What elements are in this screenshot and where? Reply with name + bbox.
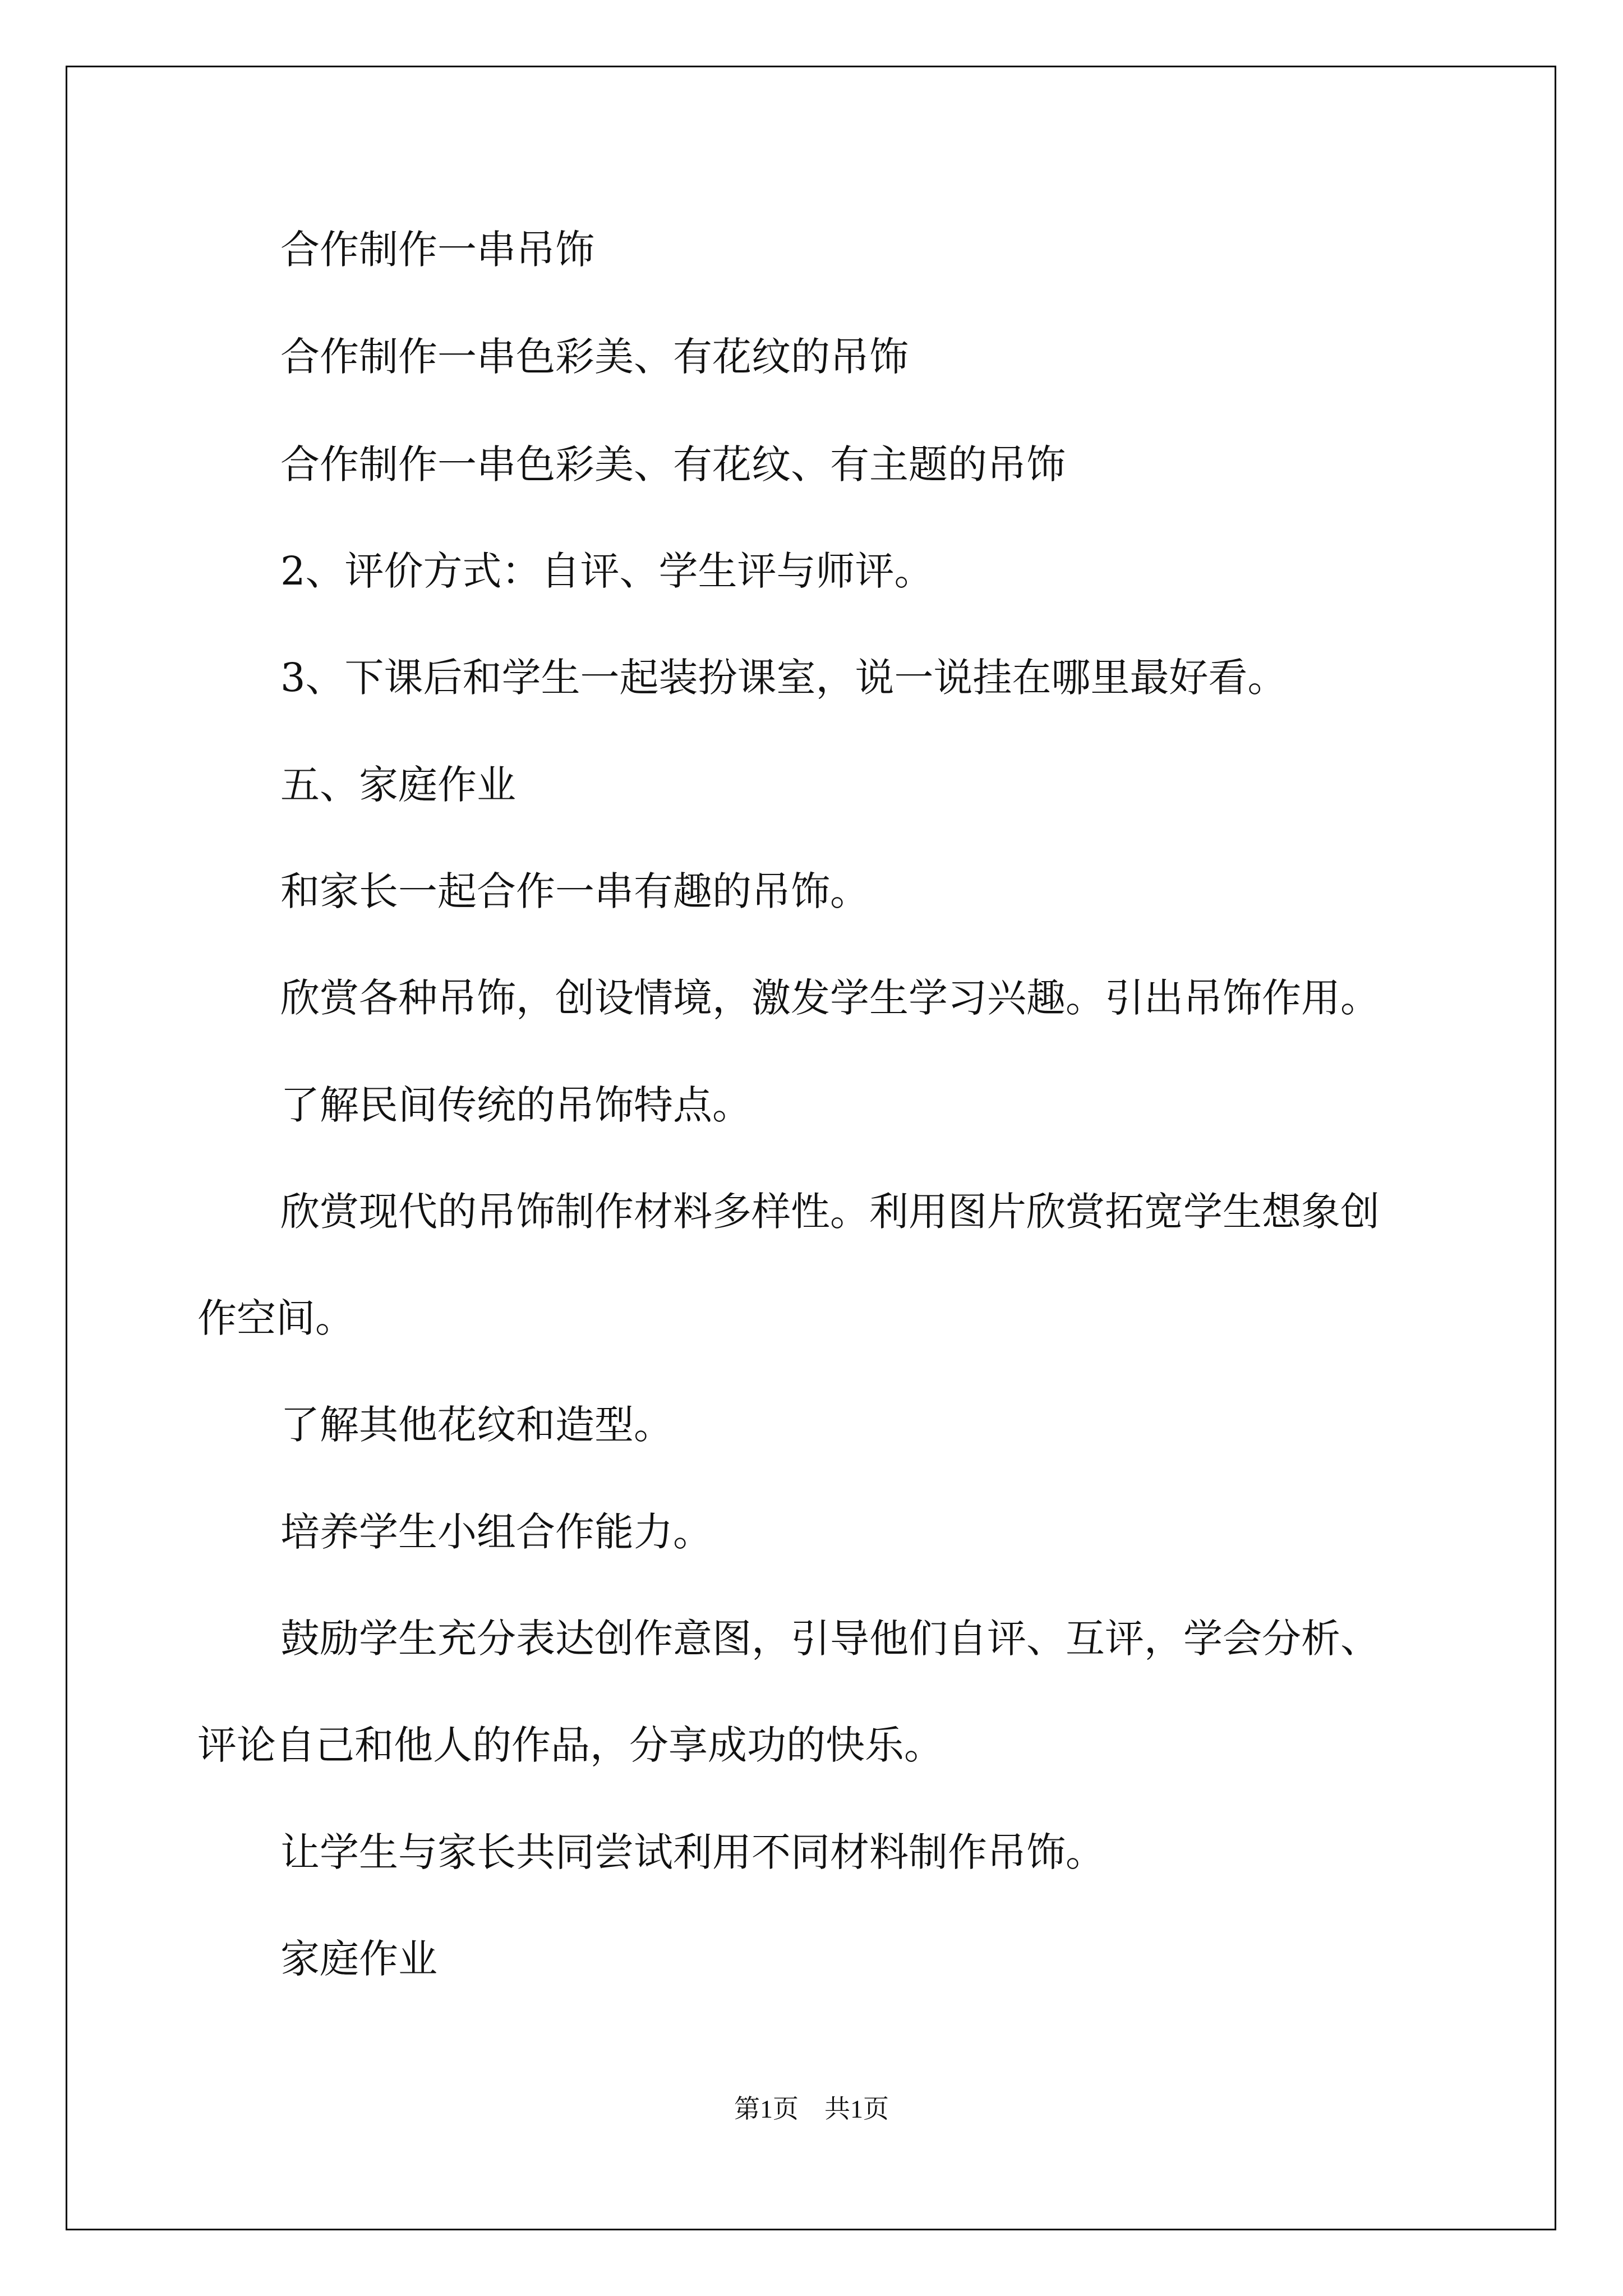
section-heading: 五、家庭作业 — [280, 762, 516, 808]
paragraph-line: 3、下课后和学生一起装扮课室，说一说挂在哪里最好看。 — [280, 655, 1287, 701]
paragraph-line: 让学生与家长共同尝试利用不同材料制作吊饰。 — [280, 1829, 1105, 1875]
paragraph-continuation: 评论自己和他人的作品，分享成功的快乐。 — [197, 1722, 943, 1768]
paragraph-line: 了解其他花纹和造型。 — [280, 1402, 673, 1448]
paragraph-line: 合作制作一串吊饰 — [280, 227, 594, 273]
paragraph-line: 合作制作一串色彩美、有花纹的吊饰 — [280, 334, 909, 380]
page-footer: 第1页 共1页 — [734, 2095, 889, 2123]
paragraph-continuation: 作空间。 — [197, 1295, 354, 1341]
paragraph-line: 合作制作一串色彩美、有花纹、有主题的吊饰 — [280, 441, 1066, 487]
paragraph-line: 欣赏现代的吊饰制作材料多样性。利用图片欣赏拓宽学生想象创 — [280, 1189, 1380, 1235]
paragraph-line: 了解民间传统的吊饰特点。 — [280, 1082, 751, 1128]
paragraph-line: 2、评价方式：自评、学生评与师评。 — [280, 548, 934, 594]
paragraph-line: 培养学生小组合作能力。 — [280, 1509, 712, 1555]
page-border — [66, 66, 1556, 2230]
paragraph-line: 鼓励学生充分表达创作意图，引导他们自评、互评，学会分析、 — [280, 1616, 1380, 1662]
paragraph-line: 欣赏各种吊饰，创设情境，激发学生学习兴趣。引出吊饰作用。 — [280, 975, 1380, 1021]
paragraph-line: 家庭作业 — [280, 1936, 437, 1982]
paragraph-line: 和家长一起合作一串有趣的吊饰。 — [280, 868, 869, 914]
